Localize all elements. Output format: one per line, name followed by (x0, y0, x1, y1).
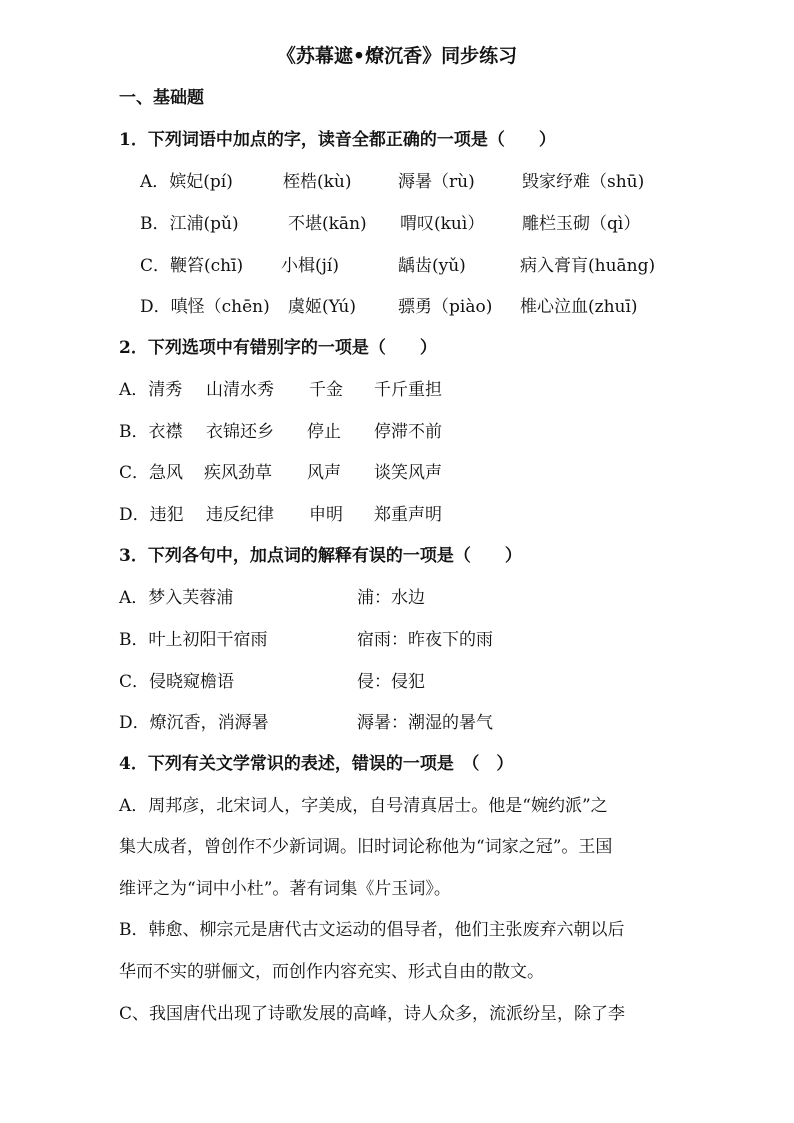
option-text: 郑重声明 (374, 505, 442, 525)
option-text: C．急风 (119, 463, 184, 483)
option-text: 喟叹(kuì） (400, 214, 485, 234)
option-text: 谈笑风声 (374, 463, 442, 483)
question-1-stem: 1．下列词语中加点的字，读音全都正确的一项是（ ） (119, 130, 556, 150)
option-text: 山清水秀 (206, 380, 274, 400)
question-4-stem: 4．下列有关文学常识的表述，错误的一项是 （ ） (119, 754, 514, 774)
paragraph-line: B．韩愈、柳宗元是唐代古文运动的倡导者，他们主张废弃六朝以后 (119, 920, 625, 940)
option-text: 停止 (307, 422, 341, 442)
option-text: 桎梏(kù) (283, 172, 352, 192)
option-text: 宿雨：昨夜下的雨 (357, 630, 493, 650)
option-text: 小楫(jí) (281, 256, 339, 276)
paragraph-line: 华而不实的骈俪文，而创作内容充实、形式自由的散文。 (119, 962, 544, 982)
option-text: D．嗔怪（chēn) (140, 297, 270, 317)
question-2-stem: 2．下列选项中有错别字的一项是（ ） (119, 338, 437, 358)
paragraph-line: 集大成者，曾创作不少新词调。旧时词论称他为“词家之冠”。王国 (119, 837, 613, 857)
option-text: 疾风劲草 (204, 463, 272, 483)
option-text: 雕栏玉砌（qì） (522, 214, 641, 234)
question-3-stem: 3．下列各句中，加点词的解释有误的一项是（ ） (119, 546, 522, 566)
option-text: 衣锦还乡 (206, 422, 274, 442)
option-text: 违反纪律 (206, 505, 274, 525)
option-text: C．侵晓窥檐语 (119, 672, 235, 692)
option-text: D．违犯 (119, 505, 184, 525)
option-text: B．衣襟 (119, 422, 183, 442)
option-text: A．清秀 (119, 380, 183, 400)
paragraph-line: A．周邦彦，北宋词人，字美成，自号清真居士。他是“婉约派”之 (119, 796, 608, 816)
option-text: 溽暑（rù) (398, 172, 475, 192)
option-text: B．叶上初阳干宿雨 (119, 630, 268, 650)
option-text: 虞姬(Yú) (288, 297, 356, 317)
option-text: 停滞不前 (374, 422, 442, 442)
section-heading: 一、基础题 (119, 88, 204, 108)
option-text: 千斤重担 (374, 380, 442, 400)
option-text: D．燎沉香，消溽暑 (119, 713, 269, 733)
option-text: 不堪(kān) (288, 214, 367, 234)
option-text: 龋齿(yǔ) (398, 256, 466, 276)
page-title: 《苏幕遮•燎沉香》同步练习 (276, 45, 518, 67)
option-text: C．鞭笞(chī) (140, 256, 244, 276)
option-text: 溽暑：潮湿的暑气 (357, 713, 493, 733)
option-text: 浦：水边 (357, 588, 425, 608)
option-text: 千金 (309, 380, 343, 400)
option-text: 侵：侵犯 (357, 672, 425, 692)
option-text: 申明 (309, 505, 343, 525)
option-text: 椎心泣血(zhuī) (520, 297, 638, 317)
option-text: 风声 (307, 463, 341, 483)
option-text: A．梦入芙蓉浦 (119, 588, 234, 608)
option-text: 病入膏肓(huāng) (520, 256, 656, 276)
paragraph-line: 维评之为“词中小杜”。著有词集《片玉词》。 (119, 879, 451, 899)
option-text: B．江浦(pǔ) (140, 214, 239, 234)
option-text: 骠勇（piào) (398, 297, 493, 317)
option-text: A．嫔妃(pí) (140, 172, 233, 192)
option-text: 毁家纾难（shū) (522, 172, 645, 192)
paragraph-line: C、我国唐代出现了诗歌发展的高峰，诗人众多，流派纷呈，除了李 (119, 1004, 626, 1024)
